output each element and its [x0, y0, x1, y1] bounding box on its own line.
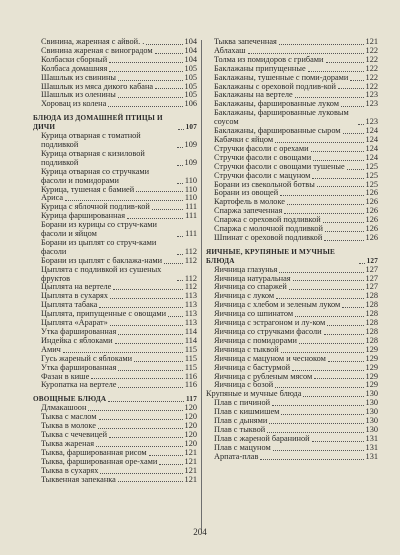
toc-entry-title: Амич — [41, 344, 61, 354]
toc-entry-title: Индейка с яблоками — [41, 335, 113, 345]
toc-page-ref: 122 — [365, 81, 378, 91]
toc-page-ref: 114 — [184, 327, 197, 336]
toc-page-ref: 124 — [365, 134, 378, 144]
toc-entry — [33, 168, 197, 186]
dot-leader — [178, 129, 184, 130]
toc-page-ref: 115 — [184, 344, 197, 354]
toc-page-ref: 121 — [184, 456, 197, 466]
toc-page-ref: 130 — [365, 416, 378, 426]
dot-leader — [118, 97, 183, 98]
toc-entry-title: Курица отварная с кизиловой подливкой — [41, 148, 145, 167]
toc-page-ref: 122 — [365, 45, 378, 55]
toc-entry-title: Тыквенная запеканка — [41, 474, 116, 484]
toc-page-ref: 112 — [184, 255, 197, 265]
toc-entry-title: Куропатка на вертеле — [41, 380, 117, 390]
toc-section-heading — [33, 114, 197, 132]
dot-leader — [359, 263, 365, 264]
dot-leader — [127, 218, 183, 219]
toc-entry-title: Гусь жареный с яблоками — [41, 353, 133, 363]
dot-leader — [118, 80, 183, 81]
toc-entry-title: Курица отварная со стручками фасоли и помидорами — [41, 166, 150, 185]
toc-page-ref: 124 — [365, 143, 378, 153]
toc-entry-title: Шашлык из свинины — [41, 72, 116, 82]
toc-entry — [33, 381, 197, 390]
toc-page-ref: 106 — [184, 99, 197, 109]
dot-leader — [152, 209, 183, 210]
toc-page-ref: 128 — [365, 291, 378, 301]
dot-leader — [155, 88, 182, 89]
toc-entry-title: Тыква с чечевицей — [41, 429, 108, 439]
toc-entry-title: Яичница с бозой — [214, 380, 274, 390]
dot-leader — [177, 147, 183, 148]
toc-entry-title: Цыплята в сухарях — [41, 291, 108, 301]
toc-page-ref: 109 — [184, 157, 197, 167]
toc-entry-title: Цыплята, припущенные с овощами — [41, 309, 167, 319]
toc-page-ref: 112 — [184, 246, 197, 256]
toc-page-ref: 122 — [365, 72, 378, 82]
dot-leader — [115, 343, 183, 344]
dot-leader — [273, 450, 364, 451]
toc-entry-title: Борани из свекольной ботвы — [214, 179, 315, 189]
toc-entry-title: Шашлык из оленины — [41, 90, 116, 100]
toc-page-ref: 110 — [184, 193, 197, 203]
dot-leader — [164, 263, 183, 264]
dot-leader — [358, 124, 364, 125]
toc-page-ref: 116 — [184, 380, 197, 390]
toc-page-ref: 126 — [365, 215, 378, 225]
toc-page-ref: 127 — [365, 264, 378, 274]
toc-page-ref: 114 — [184, 335, 197, 345]
toc-entry-title: Утка фаршированная — [41, 362, 117, 372]
toc-page-ref: 131 — [365, 442, 378, 452]
toc-entry — [33, 150, 197, 168]
dot-leader — [177, 165, 183, 166]
dot-leader — [146, 44, 182, 45]
dot-leader — [65, 200, 183, 201]
dot-leader — [159, 464, 182, 465]
toc-entry-title: Курица фаршированная — [41, 211, 126, 221]
toc-entry-title: Яичница со шпинатом — [214, 309, 294, 319]
toc-page-ref: 121 — [365, 37, 378, 46]
toc-entry-title: Цыплята на вертеле — [41, 282, 112, 292]
dot-leader — [312, 441, 364, 442]
toc-page-ref: 123 — [365, 90, 378, 100]
dot-leader — [91, 378, 183, 379]
toc-entry-title: Шашлык из мяса дикого кабана — [41, 81, 154, 91]
dot-leader — [281, 414, 363, 415]
dot-leader — [155, 53, 183, 54]
toc-entry-title: Баклажаны, тушенные с поми-дорами — [214, 72, 349, 82]
dot-leader — [98, 428, 183, 429]
toc-entry-title: Спаржа с молочной подливкой — [214, 224, 323, 234]
toc-entry-title: Борани из овощей — [214, 188, 279, 198]
dot-leader — [350, 80, 363, 81]
dot-leader — [134, 361, 183, 362]
toc-entry-title: ЯИЧНЫЕ, КРУПЯНЫЕ И МУЧНЫЕ БЛЮДА — [206, 247, 335, 265]
toc-page-ref: 113 — [184, 309, 197, 319]
toc-entry-title: Яичница с мацуном и чесноком — [214, 353, 326, 363]
toc-entry-title: ОВОЩНЫЕ БЛЮДА — [33, 395, 107, 404]
dot-leader — [280, 195, 363, 196]
dot-leader — [323, 222, 364, 223]
toc-entry-title: Стручки фасоли с орехами — [214, 143, 309, 153]
toc-entry-title: Стручки фасоли с овощами — [214, 152, 312, 162]
toc-page-ref: 112 — [184, 282, 197, 292]
toc-page-ref: 113 — [184, 291, 197, 301]
toc-page-ref: 115 — [184, 362, 197, 372]
dot-leader — [272, 405, 363, 406]
toc-page-ref: 104 — [184, 54, 197, 64]
toc-page-ref: 124 — [365, 126, 378, 136]
toc-entry-title: Яичница со стручками фасоли — [214, 327, 322, 336]
toc-entry-title: Борани из курицы со струч-ками фасоли и яйцом — [41, 220, 157, 239]
dot-leader — [177, 183, 183, 184]
page-number: 204 — [193, 527, 207, 537]
toc-entry-title: Яичница с луком — [214, 291, 275, 301]
dot-leader — [347, 169, 364, 170]
dot-leader — [338, 88, 364, 89]
toc-page-ref: 129 — [365, 362, 378, 372]
toc-page-ref: 129 — [365, 380, 378, 390]
dot-leader — [248, 53, 364, 54]
dot-leader — [99, 419, 183, 420]
dot-leader — [325, 231, 364, 232]
toc-entry — [33, 221, 197, 239]
dot-leader — [328, 361, 364, 362]
toc-entry-title: Яичница со спаржей — [214, 282, 287, 292]
dot-leader — [295, 97, 364, 98]
toc-page-ref: 129 — [365, 353, 378, 363]
toc-entry-title: Стручки фасоли с мацуном — [214, 170, 311, 180]
dot-leader — [100, 473, 182, 474]
toc-entry-title: Яичница натуральная — [214, 273, 291, 283]
toc-entry-title: Толма из помидоров с грибами — [214, 54, 324, 64]
toc-entry-title: Баклажаны, фаршированные луком — [214, 99, 340, 109]
toc-page-ref: 110 — [184, 184, 197, 194]
toc-page-ref: 122 — [365, 63, 378, 73]
dot-leader — [267, 432, 363, 433]
toc-entry-title: Утка фаршированная — [41, 327, 117, 336]
toc-page-ref: 125 — [365, 161, 378, 171]
toc-entry-title: Тыква, фаршированная оре-хами — [41, 456, 158, 466]
toc-page-ref: 130 — [365, 389, 378, 399]
dot-leader — [341, 106, 363, 107]
toc-page-ref: 111 — [185, 229, 197, 239]
dot-leader — [88, 410, 182, 411]
toc-page-ref: 109 — [184, 139, 197, 149]
dot-leader — [113, 289, 182, 290]
toc-page-ref: 124 — [365, 152, 378, 162]
toc-entry-title: Свинина жареная с виноградом — [41, 45, 153, 55]
toc-entry-title: Картофель в молоке — [214, 197, 285, 207]
toc-entry-title: Спаржа с ореховой подливкой — [214, 215, 321, 225]
toc-entry-title: Курица, тушеная с бамией — [41, 184, 135, 194]
toc-page-ref: 127 — [365, 273, 378, 283]
dot-leader — [326, 62, 364, 63]
toc-page-ref: 128 — [365, 327, 378, 336]
dot-leader — [293, 280, 364, 281]
toc-page-ref: 120 — [184, 421, 197, 431]
toc-page-ref: 104 — [184, 45, 197, 55]
toc-page-ref: 121 — [184, 447, 197, 457]
toc-entry — [33, 476, 197, 485]
toc-page-ref: 105 — [184, 63, 197, 73]
dot-leader — [110, 325, 183, 326]
toc-page-ref: 131 — [365, 451, 378, 461]
toc-entry-title: Стручки фасоли с овощами тушеные — [214, 161, 345, 171]
dot-leader — [295, 316, 363, 317]
toc-page-ref: 126 — [365, 224, 378, 234]
toc-entry-title: Аблахаш — [214, 45, 246, 55]
toc-entry-title: Борани из цыплят с баклажа-нами — [41, 255, 163, 265]
dot-leader — [269, 423, 363, 424]
dot-leader — [284, 213, 363, 214]
toc-entry-title: Тыква с маслом — [41, 412, 97, 422]
toc-page-ref: 130 — [365, 398, 378, 408]
toc-page-ref: 126 — [365, 197, 378, 207]
toc-entry — [33, 239, 197, 257]
toc-page-ref: 126 — [365, 206, 378, 216]
toc-entry-title: Плав с жареной бараниной — [214, 433, 310, 443]
toc-entry-title: Плав с пичиной — [214, 398, 271, 408]
toc-entry-title: Яичница с хлебом и зеленым луком — [214, 300, 341, 310]
dot-leader — [313, 160, 363, 161]
toc-page-ref: 126 — [365, 188, 378, 198]
toc-page-ref: 129 — [365, 371, 378, 381]
toc-entry-title: Плав с мацуном — [214, 442, 271, 452]
dot-leader — [177, 280, 183, 281]
toc-entry-title: Арпата-плав — [214, 451, 259, 461]
toc-left-column — [33, 38, 197, 484]
toc-page-ref: 120 — [184, 412, 197, 422]
toc-page-ref: 111 — [185, 202, 197, 212]
toc-entry-title: Крупяные и мучные блюда — [206, 389, 302, 399]
toc-page-ref: 110 — [184, 175, 197, 185]
toc-entry-title: Баклажаны, фаршированные луковым соусом — [214, 108, 349, 127]
toc-entry-title: Яичница с помидорами — [214, 335, 297, 345]
toc-entry-title: Плав с дынями — [214, 416, 268, 426]
toc-page-ref: 128 — [365, 300, 378, 310]
toc-entry-title: Яичница с бастурмой — [214, 362, 291, 372]
toc-entry-title: Баклажаны, фаршированные сыром — [214, 126, 341, 136]
toc-entry-title: БЛЮДА ИЗ ДОМАШНЕЙ ПТИЦЫ И ДИЧИ — [33, 114, 163, 132]
dot-leader — [260, 459, 363, 460]
toc-entry-title: Тыква, фаршированная рисом — [41, 447, 147, 457]
dot-leader — [276, 298, 363, 299]
toc-entry-title: Фазан в кише — [41, 371, 90, 381]
toc-page-ref: 130 — [365, 424, 378, 434]
toc-page-ref: 130 — [365, 407, 378, 417]
dot-leader — [299, 343, 364, 344]
toc-entry-title: Цыплята «Арарат» — [41, 318, 108, 328]
toc-page-ref: 112 — [184, 273, 197, 283]
toc-entry-title: Тыква в сухарях — [41, 465, 99, 475]
toc-entry-title: Плав с тыквой — [214, 424, 266, 434]
toc-entry-title: Ариса — [41, 193, 64, 203]
dot-leader — [108, 401, 184, 402]
dot-leader — [324, 334, 364, 335]
toc-page-ref: 105 — [184, 90, 197, 100]
dot-leader — [108, 106, 182, 107]
dot-leader — [275, 142, 363, 143]
toc-page-ref: 116 — [184, 371, 197, 381]
toc-page-ref: 127 — [366, 256, 378, 265]
dot-leader — [343, 133, 364, 134]
dot-leader — [118, 481, 183, 482]
toc-entry — [206, 234, 378, 243]
dot-leader — [311, 151, 364, 152]
dot-leader — [279, 44, 364, 45]
column-divider — [201, 40, 202, 530]
dot-leader — [110, 298, 183, 299]
dot-leader — [177, 236, 183, 237]
toc-entry-title: Спаржа запеченная — [214, 206, 283, 216]
dot-leader — [275, 387, 363, 388]
dot-leader — [287, 204, 364, 205]
toc-page-ref: 104 — [184, 37, 197, 46]
dot-leader — [324, 240, 363, 241]
dot-leader — [177, 254, 183, 255]
toc-entry-title: Колбаски сборный — [41, 54, 108, 64]
toc-page-ref: 125 — [365, 170, 378, 180]
dot-leader — [279, 272, 363, 273]
toc-entry-title: Хоровац из колена — [41, 99, 107, 109]
toc-entry-title: Баклажаны на вертеле — [214, 90, 293, 100]
toc-page-ref: 120 — [184, 429, 197, 439]
dot-leader — [109, 62, 182, 63]
dot-leader — [317, 186, 364, 187]
toc-entry-title: Тыква жареная — [41, 438, 95, 448]
dot-leader — [303, 396, 363, 397]
toc-page-ref: 121 — [184, 474, 197, 484]
dot-leader — [168, 316, 183, 317]
toc-entry-title: Яичница глазунья — [214, 264, 278, 274]
toc-page-ref: 128 — [365, 335, 378, 345]
toc-entry — [206, 109, 378, 127]
dot-leader — [281, 352, 364, 353]
dot-leader — [308, 71, 364, 72]
toc-entry-title: Колбаса домашняя — [41, 63, 108, 73]
toc-page-ref: 111 — [185, 211, 197, 221]
toc-page-ref: 120 — [184, 438, 197, 448]
dot-leader — [327, 325, 363, 326]
toc-page-ref: 128 — [365, 318, 378, 328]
toc-entry-title: Плав с кишмишем — [214, 407, 280, 417]
toc-page-ref: 123 — [365, 99, 378, 109]
dot-leader — [109, 437, 183, 438]
toc-page-ref: 113 — [184, 318, 197, 328]
dot-leader — [63, 352, 183, 353]
toc-entry — [33, 266, 197, 284]
dot-leader — [118, 387, 182, 388]
dot-leader — [99, 307, 183, 308]
toc-entry-title: Яичница с рубленым мясом — [214, 371, 313, 381]
toc-page-ref: 105 — [184, 81, 197, 91]
toc-entry-title: Свинина, жаренная с айвой. . — [41, 37, 145, 46]
toc-page-ref: 121 — [184, 465, 197, 475]
toc-right-column — [206, 38, 378, 462]
toc-entry-title: Яичница с эстрагоном и лу-ком — [214, 318, 326, 328]
dot-leader — [342, 307, 363, 308]
toc-entry — [33, 100, 197, 109]
dot-leader — [149, 455, 183, 456]
toc-page-ref: 115 — [184, 353, 197, 363]
toc-entry-title: Баклажаны припущенные — [214, 63, 306, 73]
toc-entry-title: Борани из цыплят со струч-ками фасоли — [41, 237, 157, 256]
toc-page-ref: 113 — [184, 300, 197, 310]
toc-page-ref: 122 — [365, 54, 378, 64]
dot-leader — [314, 378, 363, 379]
toc-entry-title: Курица с яблочной подлив-кой — [41, 202, 150, 212]
toc-entry-title: Баклажаны с ореховой подлив-кой — [214, 81, 336, 91]
toc-entry-title: Шпинат с ореховой подливкой — [214, 232, 323, 242]
dot-leader — [109, 71, 182, 72]
dot-leader — [136, 191, 183, 192]
dot-leader — [292, 370, 363, 371]
dot-leader — [312, 178, 363, 179]
toc-page-ref: 131 — [365, 433, 378, 443]
toc-entry-title: Яичница с тыквой — [214, 344, 279, 354]
toc-entry-title: Цыплята с подливкой из сушеных фруктов — [41, 264, 162, 283]
toc-entry-title: Кабачки с яйцом — [214, 134, 274, 144]
toc-page-ref: 120 — [184, 403, 197, 413]
toc-page-ref: 127 — [365, 282, 378, 292]
toc-page-ref: 123 — [365, 117, 378, 127]
dot-leader — [118, 334, 182, 335]
dot-leader — [289, 289, 364, 290]
dot-leader — [96, 446, 183, 447]
toc-section-heading — [206, 248, 378, 266]
toc-page-ref: 105 — [184, 72, 197, 82]
toc-entry — [206, 453, 378, 462]
dot-leader — [118, 370, 182, 371]
toc-page-ref: 117 — [186, 395, 197, 404]
toc-entry-title: Тыква в молоке — [41, 421, 96, 431]
toc-entry-title: Курица отварная с томатной подливкой — [41, 131, 141, 149]
toc-entry — [33, 132, 197, 150]
toc-entry-title: Длмакашоон — [41, 403, 87, 413]
toc-page-ref: 107 — [185, 123, 197, 132]
toc-entry-title: Цыплята табака — [41, 300, 98, 310]
toc-page-ref: 128 — [365, 309, 378, 319]
toc-entry-title: Тыква запеченная — [214, 37, 277, 46]
toc-page-ref: 129 — [365, 344, 378, 354]
toc-page-ref: 126 — [365, 232, 378, 242]
toc-page-ref: 125 — [365, 179, 378, 189]
